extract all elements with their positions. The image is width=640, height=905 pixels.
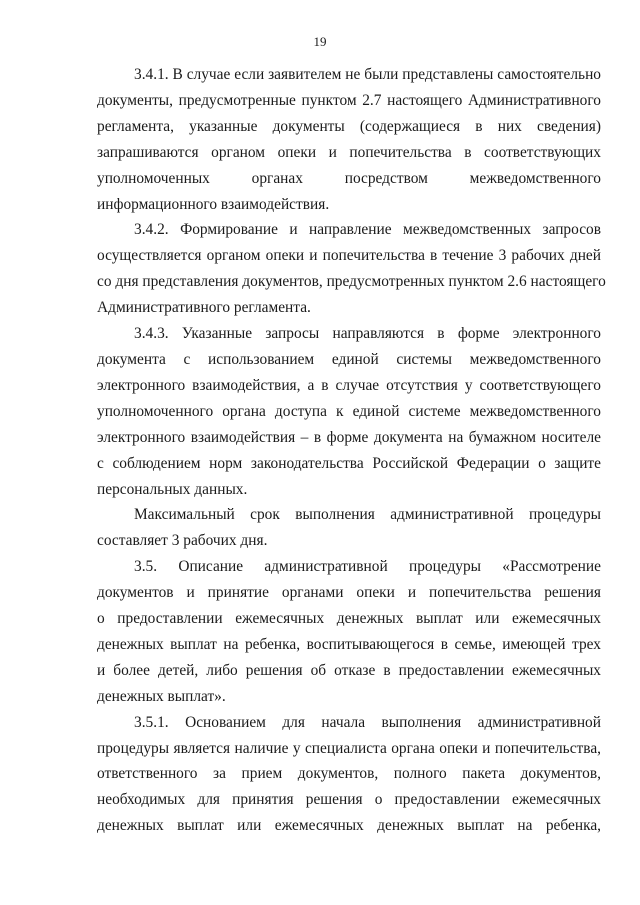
text-line: необходимых для принятия решения о предоставлении ежемесячных [97,791,601,809]
paragraph [97,217,606,321]
text-line: регламента, указанные документы (содержащиеся в них сведения) [97,117,601,135]
text-line: о предоставлении ежемесячных денежных выплат или ежемесячных [97,610,601,628]
text-line: 3.5. Описание административной процедуры «Рассмотрение [134,558,601,576]
text-line: 3.4.3. Указанные запросы направляются в форме электронного [134,325,601,343]
text-line: Административного регламента. [97,299,311,317]
paragraph [97,554,601,709]
text-line: документов и принятие органами опеки и попечительства решения [97,584,601,602]
text-line: осуществляется органом опеки и попечительства в течение 3 рабочих дней [97,247,601,265]
text-line: документы, предусмотренные пунктом 2.7 настоящего Административного [97,91,601,109]
paragraph [97,710,601,840]
text-line: со дня представления документов, предусмотренных пунктом 2.6 настоящего [97,273,606,291]
text-line: денежных выплат на ребенка, воспитывающегося в семье, имеющей трех [97,635,601,653]
text-line: электронного взаимодействия, а в случае отсутствия у соответствующего [97,376,601,394]
text-line: денежных выплат или ежемесячных денежных выплат на ребенка, [97,817,601,835]
text-line: ответственного за прием документов, полного пакета документов, [97,765,601,783]
text-line: 3.4.2. Формирование и направление межведомственных запросов [134,221,601,239]
text-line: 3.4.1. В случае если заявителем не были представлены самостоятельно [134,66,601,83]
text-line: Максимальный срок выполнения административной процедуры [134,506,601,524]
text-line: информационного взаимодействия. [97,195,330,213]
text-line: уполномоченного органа доступа к единой системе межведомственного [97,402,601,420]
text-line: с соблюдением норм законодательства Российской Федерации о защите [97,454,601,472]
text-line: электронного взаимодействия – в форме документа на бумажном носителе [97,428,601,446]
page-number: 19 [313,34,327,49]
paragraph [97,502,601,554]
paragraph [97,62,601,217]
text-line: документа с использованием единой системы межведомственного [97,350,601,368]
text-line: процедуры является наличие у специалиста органа опеки и попечительства, [97,739,601,757]
paragraph [97,321,601,502]
text-line: составляет 3 рабочих дня. [97,532,268,550]
text-line: уполномоченных органах посредством межведомственного [97,169,601,187]
text-line: и более детей, либо решения об отказе в предоставлении ежемесячных [97,661,601,679]
document-body [97,62,606,839]
text-line: персональных данных. [97,480,248,498]
text-line: запрашиваются органом опеки и попечительства в соответствующих [97,143,601,161]
text-line: 3.5.1. Основанием для начала выполнения административной [134,713,601,731]
text-line: денежных выплат». [97,687,226,705]
